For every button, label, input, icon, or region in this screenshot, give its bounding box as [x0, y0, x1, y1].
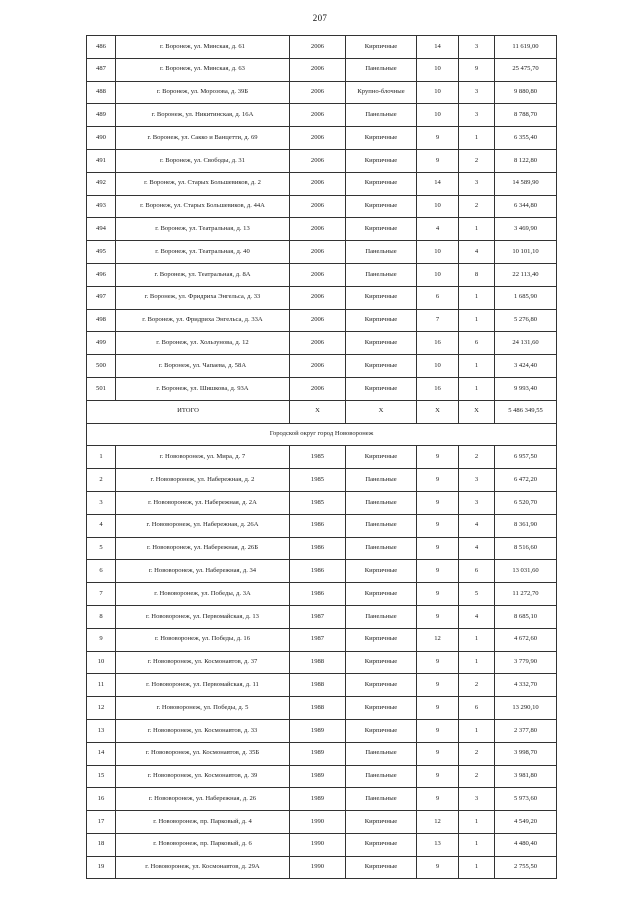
table-row: [87, 36, 557, 59]
cell-address: г. Нововоронеж, ул. Космонавтов, д. 29А: [116, 856, 290, 879]
cell-year: 1988: [290, 674, 346, 697]
table-row: [87, 674, 557, 697]
cell-row-number: 2: [87, 469, 116, 492]
total-cost: 5 486 349,55: [495, 400, 557, 423]
cell-year: 2006: [290, 172, 346, 195]
cell-year: 1990: [290, 856, 346, 879]
cell-floors: 16: [417, 332, 459, 355]
cell-row-number: 6: [87, 560, 116, 583]
table-row: [87, 446, 557, 469]
cell-year: 2006: [290, 127, 346, 150]
cell-address: г. Нововоронеж, ул. Набережная, д. 2А: [116, 491, 290, 514]
cell-cost: 5 276,80: [495, 309, 557, 332]
cell-cost: 4 549,20: [495, 811, 557, 834]
cell-year: 1989: [290, 765, 346, 788]
cell-cost: 8 685,10: [495, 605, 557, 628]
total-year: X: [290, 400, 346, 423]
cell-address: г. Воронеж, ул. Минская, д. 61: [116, 36, 290, 59]
cell-row-number: 498: [87, 309, 116, 332]
cell-cost: 1 685,90: [495, 286, 557, 309]
cell-row-number: 19: [87, 856, 116, 879]
cell-entrances: 1: [459, 377, 495, 400]
cell-wall-material: Панельные: [346, 263, 417, 286]
cell-entrances: 1: [459, 127, 495, 150]
cell-floors: 9: [417, 537, 459, 560]
cell-floors: 9: [417, 491, 459, 514]
cell-wall-material: Панельные: [346, 491, 417, 514]
cell-entrances: 3: [459, 788, 495, 811]
cell-cost: 6 344,80: [495, 195, 557, 218]
cell-wall-material: Кирпичные: [346, 674, 417, 697]
cell-floors: 13: [417, 833, 459, 856]
cell-entrances: 1: [459, 811, 495, 834]
cell-cost: 2 377,80: [495, 719, 557, 742]
cell-wall-material: Кирпичные: [346, 811, 417, 834]
table-row: [87, 286, 557, 309]
cell-wall-material: Панельные: [346, 765, 417, 788]
cell-row-number: 488: [87, 81, 116, 104]
cell-wall-material: Панельные: [346, 104, 417, 127]
cell-address: г. Воронеж, ул. Минская, д. 63: [116, 58, 290, 81]
cell-row-number: 493: [87, 195, 116, 218]
cell-entrances: 3: [459, 469, 495, 492]
cell-entrances: 1: [459, 355, 495, 378]
cell-cost: 8 788,70: [495, 104, 557, 127]
cell-year: 1987: [290, 628, 346, 651]
cell-wall-material: Панельные: [346, 514, 417, 537]
cell-row-number: 499: [87, 332, 116, 355]
cell-entrances: 4: [459, 241, 495, 264]
cell-row-number: 501: [87, 377, 116, 400]
cell-floors: 10: [417, 104, 459, 127]
cell-cost: 3 981,80: [495, 765, 557, 788]
cell-entrances: 1: [459, 218, 495, 241]
cell-year: 2006: [290, 263, 346, 286]
cell-wall-material: Кирпичные: [346, 309, 417, 332]
cell-cost: 8 361,90: [495, 514, 557, 537]
cell-cost: 24 131,60: [495, 332, 557, 355]
cell-floors: 10: [417, 355, 459, 378]
table-row: [87, 788, 557, 811]
table-row: [87, 491, 557, 514]
table-row: [87, 628, 557, 651]
cell-wall-material: Кирпичные: [346, 172, 417, 195]
cell-floors: 10: [417, 263, 459, 286]
table-row: [87, 81, 557, 104]
cell-wall-material: Кирпичные: [346, 286, 417, 309]
total-entrances: X: [459, 400, 495, 423]
cell-row-number: 494: [87, 218, 116, 241]
cell-address: г. Воронеж, ул. Сакко и Ванцетти, д. 69: [116, 127, 290, 150]
cell-year: 2006: [290, 241, 346, 264]
cell-entrances: 6: [459, 697, 495, 720]
cell-wall-material: Кирпичные: [346, 332, 417, 355]
table-row: [87, 172, 557, 195]
cell-row-number: 491: [87, 149, 116, 172]
cell-year: 2006: [290, 218, 346, 241]
cell-row-number: 495: [87, 241, 116, 264]
cell-year: 1986: [290, 537, 346, 560]
cell-row-number: 10: [87, 651, 116, 674]
cell-floors: 9: [417, 583, 459, 606]
table-row: [87, 514, 557, 537]
cell-wall-material: Кирпичные: [346, 560, 417, 583]
cell-address: г. Нововоронеж, ул. Космонавтов, д. 39: [116, 765, 290, 788]
cell-row-number: 4: [87, 514, 116, 537]
cell-floors: 6: [417, 286, 459, 309]
cell-row-number: 13: [87, 719, 116, 742]
table-row: [87, 241, 557, 264]
housing-registry-table: [86, 35, 557, 879]
cell-wall-material: Кирпичные: [346, 127, 417, 150]
cell-floors: 10: [417, 195, 459, 218]
cell-wall-material: Панельные: [346, 469, 417, 492]
cell-year: 1986: [290, 560, 346, 583]
total-material: X: [346, 400, 417, 423]
cell-entrances: 2: [459, 149, 495, 172]
cell-year: 2006: [290, 81, 346, 104]
table-row: [87, 263, 557, 286]
cell-entrances: 2: [459, 446, 495, 469]
cell-entrances: 3: [459, 104, 495, 127]
cell-address: г. Нововоронеж, ул. Набережная, д. 26А: [116, 514, 290, 537]
cell-floors: 9: [417, 605, 459, 628]
cell-year: 2006: [290, 104, 346, 127]
cell-wall-material: Панельные: [346, 58, 417, 81]
cell-floors: 9: [417, 127, 459, 150]
cell-row-number: 496: [87, 263, 116, 286]
cell-year: 1985: [290, 446, 346, 469]
cell-entrances: 6: [459, 560, 495, 583]
cell-cost: 14 589,90: [495, 172, 557, 195]
cell-entrances: 1: [459, 719, 495, 742]
cell-row-number: 8: [87, 605, 116, 628]
table-row: [87, 811, 557, 834]
cell-cost: 4 332,70: [495, 674, 557, 697]
cell-entrances: 3: [459, 81, 495, 104]
cell-year: 1988: [290, 651, 346, 674]
cell-entrances: 5: [459, 583, 495, 606]
cell-wall-material: Кирпичные: [346, 833, 417, 856]
cell-address: г. Нововоронеж, пр. Парковый, д. 6: [116, 833, 290, 856]
cell-year: 2006: [290, 195, 346, 218]
cell-year: 2006: [290, 309, 346, 332]
cell-address: г. Нововоронеж, ул. Победы, д. 16: [116, 628, 290, 651]
cell-floors: 12: [417, 811, 459, 834]
cell-address: г. Воронеж, ул. Чапаева, д. 58А: [116, 355, 290, 378]
cell-year: 1989: [290, 719, 346, 742]
cell-year: 1987: [290, 605, 346, 628]
cell-wall-material: Кирпичные: [346, 446, 417, 469]
cell-cost: 11 272,70: [495, 583, 557, 606]
cell-address: г. Воронеж, ул. Морозова, д. 39Б: [116, 81, 290, 104]
cell-year: 2006: [290, 332, 346, 355]
cell-address: г. Воронеж, ул. Хользунова, д. 12: [116, 332, 290, 355]
cell-cost: 5 973,60: [495, 788, 557, 811]
cell-floors: 12: [417, 628, 459, 651]
cell-address: г. Нововоронеж, ул. Мира, д. 7: [116, 446, 290, 469]
table-row: [87, 856, 557, 879]
table-row: [87, 605, 557, 628]
cell-year: 1990: [290, 833, 346, 856]
cell-entrances: 2: [459, 765, 495, 788]
cell-year: 2006: [290, 286, 346, 309]
cell-wall-material: Кирпичные: [346, 355, 417, 378]
cell-floors: 16: [417, 377, 459, 400]
cell-floors: 9: [417, 469, 459, 492]
cell-floors: 4: [417, 218, 459, 241]
cell-year: 1989: [290, 742, 346, 765]
cell-floors: 9: [417, 651, 459, 674]
cell-address: г. Нововоронеж, ул. Набережная, д. 2: [116, 469, 290, 492]
cell-address: г. Воронеж, ул. Старых Большевиков, д. 44А: [116, 195, 290, 218]
cell-cost: 2 755,50: [495, 856, 557, 879]
cell-floors: 9: [417, 856, 459, 879]
cell-cost: 6 520,70: [495, 491, 557, 514]
cell-year: 1988: [290, 697, 346, 720]
cell-floors: 9: [417, 765, 459, 788]
total-floors: X: [417, 400, 459, 423]
cell-address: г. Нововоронеж, ул. Набережная, д. 26: [116, 788, 290, 811]
cell-address: г. Воронеж, ул. Фридриха Энгельса, д. 33А: [116, 309, 290, 332]
table-row: [87, 469, 557, 492]
cell-year: 1985: [290, 469, 346, 492]
cell-wall-material: Кирпичные: [346, 36, 417, 59]
table-row: [87, 537, 557, 560]
cell-entrances: 3: [459, 36, 495, 59]
cell-year: 1989: [290, 788, 346, 811]
cell-address: г. Нововоронеж, ул. Космонавтов, д. 33: [116, 719, 290, 742]
section-header-row: [87, 423, 557, 446]
cell-entrances: 1: [459, 286, 495, 309]
cell-floors: 10: [417, 241, 459, 264]
table-row: [87, 742, 557, 765]
cell-cost: 25 475,70: [495, 58, 557, 81]
cell-floors: 10: [417, 58, 459, 81]
cell-cost: 13 031,60: [495, 560, 557, 583]
cell-cost: 10 101,10: [495, 241, 557, 264]
table-row: [87, 309, 557, 332]
cell-floors: 9: [417, 446, 459, 469]
cell-wall-material: Кирпичные: [346, 149, 417, 172]
cell-wall-material: Кирпичные: [346, 218, 417, 241]
cell-row-number: 14: [87, 742, 116, 765]
table-row: [87, 218, 557, 241]
cell-row-number: 497: [87, 286, 116, 309]
cell-entrances: 3: [459, 491, 495, 514]
cell-cost: 22 113,40: [495, 263, 557, 286]
cell-row-number: 12: [87, 697, 116, 720]
table-row: [87, 719, 557, 742]
table-row: [87, 833, 557, 856]
cell-row-number: 11: [87, 674, 116, 697]
cell-address: г. Нововоронеж, ул. Набережная, д. 34: [116, 560, 290, 583]
cell-entrances: 2: [459, 674, 495, 697]
section-title: Городской округ город Нововоронеж: [87, 423, 557, 446]
cell-floors: 14: [417, 172, 459, 195]
cell-cost: 6 355,40: [495, 127, 557, 150]
cell-wall-material: Кирпичные: [346, 628, 417, 651]
cell-wall-material: Крупно-блочные: [346, 81, 417, 104]
cell-entrances: 1: [459, 833, 495, 856]
cell-address: г. Воронеж, ул. Никитинская, д. 16А: [116, 104, 290, 127]
cell-row-number: 490: [87, 127, 116, 150]
cell-wall-material: Панельные: [346, 788, 417, 811]
cell-entrances: 4: [459, 514, 495, 537]
cell-row-number: 9: [87, 628, 116, 651]
cell-cost: 3 779,90: [495, 651, 557, 674]
cell-cost: 9 880,80: [495, 81, 557, 104]
cell-cost: 6 472,20: [495, 469, 557, 492]
cell-floors: 9: [417, 697, 459, 720]
cell-wall-material: Кирпичные: [346, 583, 417, 606]
cell-entrances: 2: [459, 742, 495, 765]
cell-floors: 9: [417, 674, 459, 697]
table-row: [87, 195, 557, 218]
cell-address: г. Нововоронеж, ул. Победы, д. 5: [116, 697, 290, 720]
cell-year: 1990: [290, 811, 346, 834]
cell-address: г. Нововоронеж, пр. Парковый, д. 4: [116, 811, 290, 834]
cell-cost: 11 619,00: [495, 36, 557, 59]
cell-address: г. Воронеж, ул. Театральная, д. 13: [116, 218, 290, 241]
cell-wall-material: Кирпичные: [346, 856, 417, 879]
cell-cost: 6 957,50: [495, 446, 557, 469]
cell-row-number: 1: [87, 446, 116, 469]
cell-floors: 9: [417, 514, 459, 537]
cell-row-number: 5: [87, 537, 116, 560]
cell-address: г. Нововоронеж, ул. Первомайская, д. 11: [116, 674, 290, 697]
cell-cost: 3 469,90: [495, 218, 557, 241]
table-row: [87, 560, 557, 583]
cell-wall-material: Панельные: [346, 605, 417, 628]
cell-year: 1985: [290, 491, 346, 514]
cell-row-number: 7: [87, 583, 116, 606]
cell-address: г. Нововоронеж, ул. Набережная, д. 26Б: [116, 537, 290, 560]
cell-cost: 9 993,40: [495, 377, 557, 400]
table-row: [87, 127, 557, 150]
cell-floors: 14: [417, 36, 459, 59]
cell-entrances: 1: [459, 628, 495, 651]
cell-cost: 4 672,60: [495, 628, 557, 651]
cell-entrances: 1: [459, 309, 495, 332]
table-row: [87, 149, 557, 172]
table-row: [87, 765, 557, 788]
page-number: 207: [312, 13, 328, 23]
cell-wall-material: Кирпичные: [346, 377, 417, 400]
cell-row-number: 486: [87, 36, 116, 59]
table-row: [87, 651, 557, 674]
cell-wall-material: Панельные: [346, 742, 417, 765]
cell-row-number: 15: [87, 765, 116, 788]
cell-year: 2006: [290, 355, 346, 378]
cell-wall-material: Кирпичные: [346, 719, 417, 742]
cell-address: г. Нововоронеж, ул. Первомайская, д. 13: [116, 605, 290, 628]
cell-wall-material: Кирпичные: [346, 697, 417, 720]
cell-floors: 9: [417, 560, 459, 583]
cell-floors: 9: [417, 149, 459, 172]
table-row: [87, 104, 557, 127]
cell-address: г. Нововоронеж, ул. Космонавтов, д. 35Б: [116, 742, 290, 765]
cell-cost: 4 480,40: [495, 833, 557, 856]
table-row: [87, 332, 557, 355]
table-row: [87, 58, 557, 81]
cell-row-number: 18: [87, 833, 116, 856]
cell-entrances: 9: [459, 58, 495, 81]
cell-wall-material: Кирпичные: [346, 195, 417, 218]
cell-row-number: 16: [87, 788, 116, 811]
cell-floors: 9: [417, 719, 459, 742]
cell-address: г. Воронеж, ул. Театральная, д. 40: [116, 241, 290, 264]
cell-row-number: 492: [87, 172, 116, 195]
cell-address: г. Воронеж, ул. Театральная, д. 8А: [116, 263, 290, 286]
cell-wall-material: Панельные: [346, 537, 417, 560]
cell-row-number: 17: [87, 811, 116, 834]
total-row: [87, 400, 557, 423]
cell-address: г. Воронеж, ул. Старых Большевиков, д. 2: [116, 172, 290, 195]
cell-year: 1986: [290, 514, 346, 537]
cell-address: г. Нововоронеж, ул. Победы, д. 3А: [116, 583, 290, 606]
cell-cost: 8 122,80: [495, 149, 557, 172]
cell-cost: 3 998,70: [495, 742, 557, 765]
total-label: ИТОГО: [87, 400, 290, 423]
cell-year: 2006: [290, 377, 346, 400]
cell-wall-material: Панельные: [346, 241, 417, 264]
table-row: [87, 583, 557, 606]
cell-row-number: 487: [87, 58, 116, 81]
cell-year: 2006: [290, 149, 346, 172]
cell-address: г. Воронеж, ул. Фридриха Энгельса, д. 33: [116, 286, 290, 309]
cell-year: 1986: [290, 583, 346, 606]
cell-entrances: 6: [459, 332, 495, 355]
cell-entrances: 2: [459, 195, 495, 218]
cell-entrances: 8: [459, 263, 495, 286]
cell-year: 2006: [290, 58, 346, 81]
cell-entrances: 1: [459, 651, 495, 674]
cell-row-number: 3: [87, 491, 116, 514]
cell-address: г. Нововоронеж, ул. Космонавтов, д. 37: [116, 651, 290, 674]
cell-cost: 3 424,40: [495, 355, 557, 378]
cell-address: г. Воронеж, ул. Шишкова, д. 93А: [116, 377, 290, 400]
cell-cost: 13 290,10: [495, 697, 557, 720]
cell-entrances: 1: [459, 856, 495, 879]
cell-cost: 8 516,60: [495, 537, 557, 560]
cell-wall-material: Кирпичные: [346, 651, 417, 674]
cell-entrances: 4: [459, 537, 495, 560]
cell-floors: 9: [417, 742, 459, 765]
cell-row-number: 489: [87, 104, 116, 127]
cell-floors: 9: [417, 788, 459, 811]
cell-floors: 10: [417, 81, 459, 104]
cell-address: г. Воронеж, ул. Свободы, д. 31: [116, 149, 290, 172]
cell-entrances: 3: [459, 172, 495, 195]
cell-floors: 7: [417, 309, 459, 332]
table-row: [87, 697, 557, 720]
table-row: [87, 355, 557, 378]
cell-entrances: 4: [459, 605, 495, 628]
cell-year: 2006: [290, 36, 346, 59]
cell-row-number: 500: [87, 355, 116, 378]
table-row: [87, 377, 557, 400]
